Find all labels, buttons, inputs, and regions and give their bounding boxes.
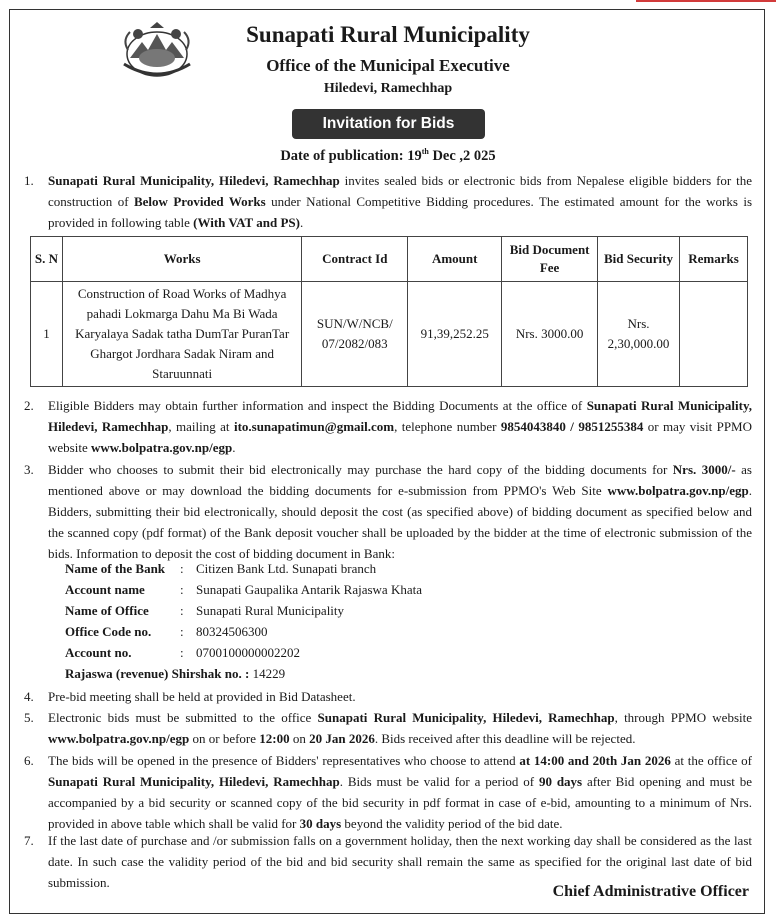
col-header-bid-security: Bid Security bbox=[598, 237, 680, 282]
cell-contract-id: SUN/W/NCB/ 07/2082/083 bbox=[302, 282, 408, 387]
bank-info-row: Name of Office : Sunapati Rural Municipality bbox=[65, 603, 345, 618]
cell-remarks bbox=[679, 282, 747, 387]
paragraph-2: 2. Eligible Bidders may obtain further information and inspect the Bidding Documents at the office of Sunapati Rural Municipality, Hiledevi, Ramechhap, mailing at ito.sunapatimun@gmail.com, telephone number 9854043840 / 9851255384 or may visit PPMO website www.bolpatra.gov.np/egp. bbox=[24, 398, 753, 455]
paragraph-4: 4. Pre-bid meeting shall be held at provided in Bid Datasheet. bbox=[24, 689, 356, 704]
bank-info-row: Office Code no. : 80324506300 bbox=[65, 624, 268, 639]
bank-info-row: Name of the Bank : Citizen Bank Ltd. Sunapati branch bbox=[65, 561, 377, 576]
paragraph-3: 3. Bidder who chooses to submit their bid electronically may purchase the hard copy of the bidding documents for Nrs. 3000/- as mentioned above or may download the bidding documents for e-submission from PPMO's Web Site www.bolpatra.gov.np/egp. Bidders, submitting their bid electronically, should deposit the cost (as specified above) of bidding document as specified below and the scanned copy (pdf format) of the Bank deposit voucher shall be uploaded by the bidder at the time of electronic submission of the bids. Information to deposit the cost of bidding document in Bank: bbox=[24, 462, 752, 561]
invitation-badge: Invitation for Bids bbox=[292, 109, 485, 139]
table-header-row bbox=[31, 237, 748, 282]
bank-info-row: Account no. : 0700100000002202 bbox=[65, 645, 300, 660]
col-header-amount: Amount bbox=[408, 237, 502, 282]
cell-works: Construction of Road Works of Madhya pahadi Lokmarga Dahu Ma Bi Wada Karyalaya Sadak tatha DumTar PuranTar Ghargot Jordhara Sadak Niram and Staruunnati bbox=[62, 282, 301, 387]
col-header-contract-id: Contract Id bbox=[302, 237, 408, 282]
office-location: Hiledevi, Ramechhap bbox=[323, 81, 453, 96]
signature-title: Chief Administrative Officer bbox=[552, 883, 749, 900]
publication-date: Date of publication: 19th Dec ,2 025 bbox=[280, 147, 496, 164]
paragraph-6: 6. The bids will be opened in the presence of Bidders' representatives who choose to attend at 14:00 and 20th Jan 2026 at the office of Sunapati Rural Municipality, Hiledevi, Ramechhap. Bids must be valid for a period of 90 days after Bid opening and must be accompanied by a bid security or scanned copy of the bid security in pdf format in case of e-bid, amounting to a minimum of Nrs. provided in above table which shall be valid for 30 days beyond the validity period of the bid date. bbox=[24, 753, 752, 831]
paragraph-5: 5. Electronic bids must be submitted to the office Sunapati Rural Municipality, Hiledevi, Ramechhap, through PPMO website www.bolpatra.gov.np/egp on or before 12:00 on 20 Jan 2026. Bids received after this deadline will be rejected. bbox=[24, 710, 753, 746]
col-header-works: Works bbox=[62, 237, 301, 282]
bank-info-row: Account name : Sunapati Gaupalika Antarik Rajaswa Khata bbox=[65, 582, 422, 597]
bank-info-row-revenue: Rajaswa (revenue) Shirshak no. : 14229 bbox=[65, 666, 286, 681]
table-row bbox=[31, 282, 748, 387]
cell-amount: 91,39,252.25 bbox=[408, 282, 502, 387]
paragraph-1: 1. Sunapati Rural Municipality, Hiledevi, Ramechhap invites sealed bids or electronic bids from Nepalese eligible bidders for the construction of Below Provided Works under National Competitive Bidding procedures. The estimated amount for the works is provided in following table (With VAT and PS). bbox=[24, 173, 753, 230]
col-header-remarks: Remarks bbox=[679, 237, 747, 282]
office-subtitle: Office of the Municipal Executive bbox=[266, 56, 510, 75]
page-title: Sunapati Rural Municipality bbox=[246, 22, 530, 47]
col-header-sn: S. N bbox=[31, 237, 63, 282]
cell-sn: 1 bbox=[31, 282, 63, 387]
paragraph-7: 7. If the last date of purchase and /or submission falls on a government holiday, then the next working day shall be considered as the last date. In such case the validity period of the bid and bid security shall remain the same as specified for the original last date of bid submission. bbox=[24, 833, 752, 890]
top-accent-line bbox=[636, 0, 776, 2]
works-table bbox=[30, 236, 748, 387]
cell-fee: Nrs. 3000.00 bbox=[502, 282, 598, 387]
cell-security: Nrs. 2,30,000.00 bbox=[598, 282, 680, 387]
col-header-bid-document-fee: Bid Document Fee bbox=[502, 237, 598, 282]
